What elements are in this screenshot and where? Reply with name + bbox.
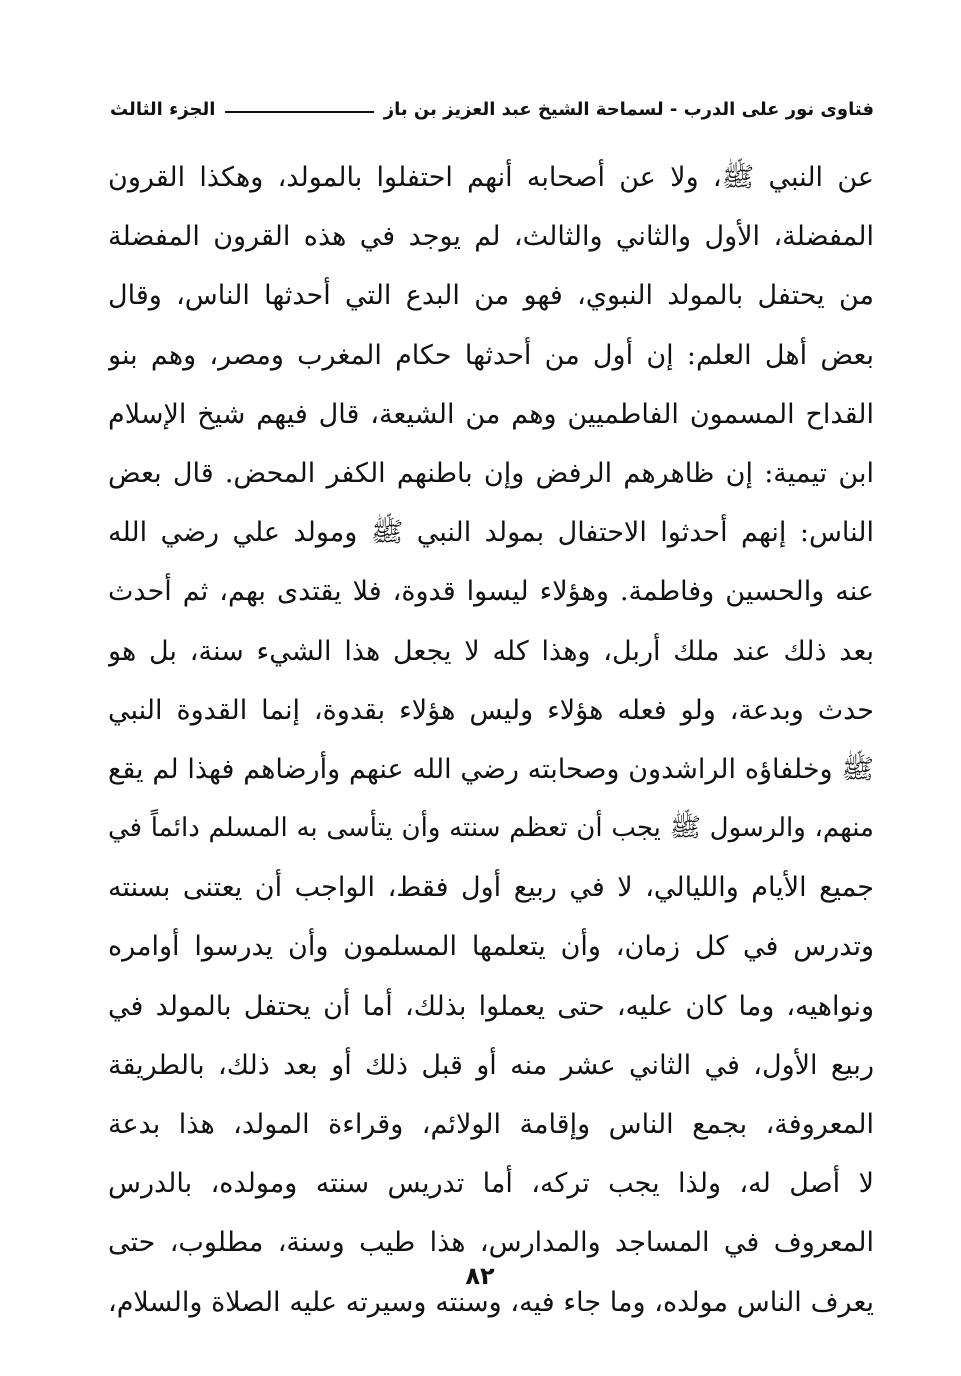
text-line: من يحتفل بالمولد النبوي، فهو من البدع التي أحدثها الناس، وقال	[108, 280, 874, 312]
text-line: حدث وبدعة، ولو فعله هؤلاء وليس هؤلاء بقدوة، إنما القدوة النبي	[108, 694, 874, 726]
text-line: ﷺ وخلفاؤه الراشدون وصحابته رضي الله عنهم وأرضاهم فهذا لم يقع	[108, 753, 874, 785]
page-number: ٨٢	[465, 1262, 495, 1290]
text-line: وتدرس في كل زمان، وأن يتعلمها المسلمون وأن يدرسوا أوامره	[108, 931, 874, 963]
header-rule	[225, 111, 373, 113]
text-line: جميع الأيام والليالي، لا في ربيع أول فقط، الواجب أن يعتنى بسنته	[108, 872, 874, 904]
book-title: فتاوى نور على الدرب - لسماحة الشيخ عبد العزيز بن باز	[383, 98, 874, 120]
text-line: القداح المسمون الفاطميين وهم من الشيعة، قال فيهم شيخ الإسلام	[108, 398, 874, 430]
text-line: لا أصل له، ولذا يجب تركه، أما تدريس سنته ومولده، بالدرس	[108, 1168, 874, 1200]
text-line: المعروفة، بجمع الناس وإقامة الولائم، وقراءة المولد، هذا بدعة	[108, 1109, 874, 1140]
text-line: ابن تيمية: إن ظاهرهم الرفض وإن باطنهم الكفر المحض. قال بعض	[108, 457, 874, 489]
text-line: المعروف في المساجد والمدارس، هذا طيب وسنة، مطلوب، حتى	[108, 1227, 874, 1259]
text-line: عنه والحسين وفاطمة. وهؤلاء ليسوا قدوة، فلا يقتدى بهم، ثم أحدث	[108, 576, 874, 608]
text-line: عن النبي ﷺ، ولا عن أصحابه أنهم احتفلوا بالمولد، وهكذا القرون	[108, 162, 874, 193]
text-line: ونواهيه، وما كان عليه، حتى يعملوا بذلك، أما أن يحتفل بالمولد في	[108, 990, 874, 1022]
text-line: بعض أهل العلم: إن أول من أحدثها حكام المغرب ومصر، وهم بنو	[108, 339, 874, 371]
text-line: المفضلة، الأول والثاني والثالث، لم يوجد في هذه القرون المفضلة	[108, 221, 874, 253]
text-line: بعد ذلك عند ملك أربل، وهذا كله لا يجعل هذا الشيء سنة، بل هو	[108, 635, 874, 667]
body-text	[108, 148, 874, 1332]
text-line: يعرف الناس مولده، وما جاء فيه، وسنته وسيرته عليه الصلاة والسلام،	[108, 1286, 874, 1318]
running-header	[110, 92, 874, 126]
text-line: ربيع الأول، في الثاني عشر منه أو قبل ذلك أو بعد ذلك، بالطريقة	[108, 1049, 874, 1081]
part-label: الجزء الثالث	[110, 98, 216, 120]
text-line: منهم، والرسول ﷺ يجب أن تعظم سنته وأن يتأسى به المسلم دائماً في	[108, 813, 874, 844]
text-line: الناس: إنهم أحدثوا الاحتفال بمولد النبي ﷺ ومولد علي رضي الله	[108, 517, 874, 549]
